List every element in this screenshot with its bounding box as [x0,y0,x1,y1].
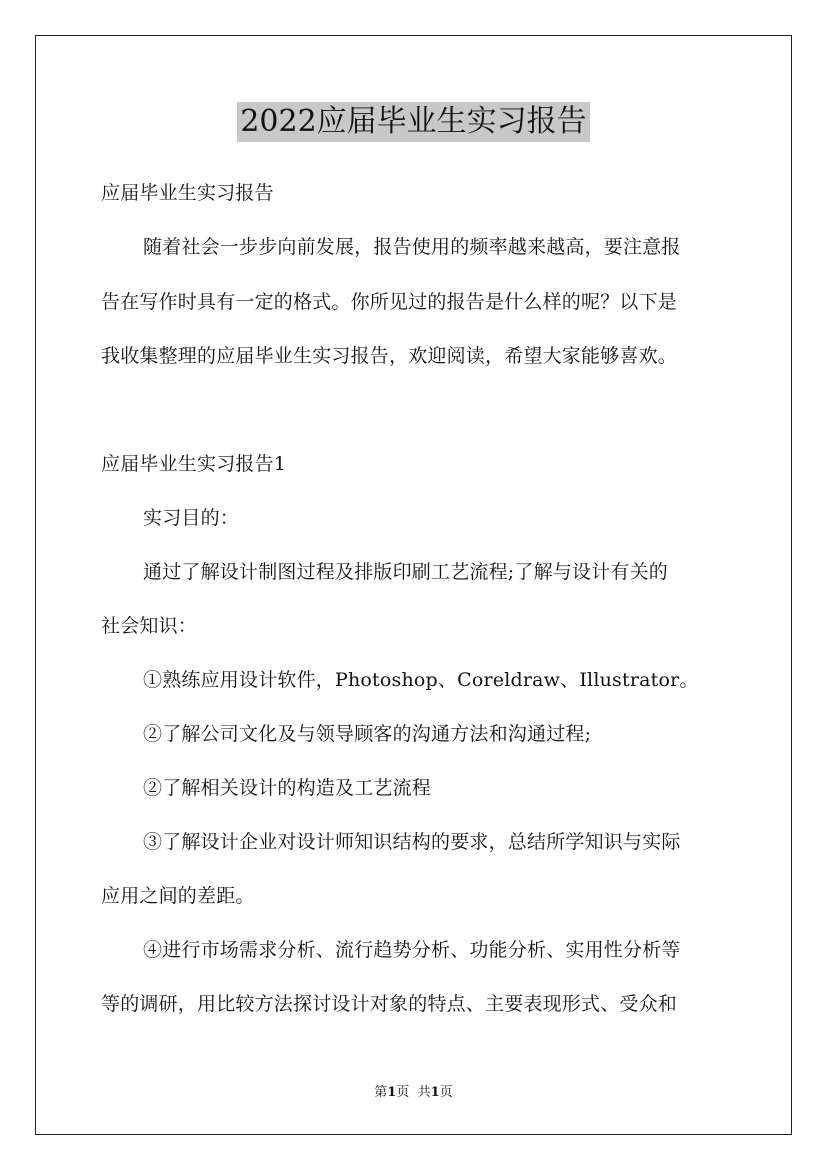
body-line: 等的调研，用比较方法探讨设计对象的特点、主要表现形式、受众和 [101,993,678,1015]
body-line: ③了解设计企业对设计师知识结构的要求，总结所学知识与实际 [143,831,681,853]
footer-total-suffix: 页 [439,1085,453,1100]
footer-page-prefix: 第 [374,1085,388,1100]
document-title: 2022应届毕业生实习报告 [237,102,589,142]
body-line: ①熟练应用设计软件，Photoshop、Coreldraw、Illustrator。 [143,669,699,691]
purpose-label: 实习目的： [143,507,240,529]
footer-page-suffix: 页 [396,1085,410,1100]
intro-line: 告在写作时具有一定的格式。你所见过的报告是什么样的呢？以下是 [101,291,678,313]
footer-page-number: 1 [387,1085,397,1100]
body-line: 通过了解设计制图过程及排版印刷工艺流程;了解与设计有关的 [143,561,669,583]
body-line: 应用之间的差距。 [101,885,255,907]
section-heading: 应届毕业生实习报告1 [101,453,287,475]
footer-total-prefix: 共 [417,1085,431,1100]
body-line: ④进行市场需求分析、流行趋势分析、功能分析、实用性分析等 [143,939,681,961]
page-footer [0,1084,827,1102]
intro-line: 我收集整理的应届毕业生实习报告，欢迎阅读，希望大家能够喜欢。 [101,345,678,367]
intro-line: 随着社会一步步向前发展，报告使用的频率越来越高，要注意报 [143,236,681,258]
title-wrap [0,102,827,142]
body-line: ②了解相关设计的构造及工艺流程 [143,777,432,799]
body-line: ②了解公司文化及与领导顾客的沟通方法和沟通过程; [143,723,592,745]
body-line: 社会知识： [101,615,198,637]
document-subtitle: 应届毕业生实习报告 [101,182,274,204]
footer-total-number: 1 [430,1085,440,1100]
